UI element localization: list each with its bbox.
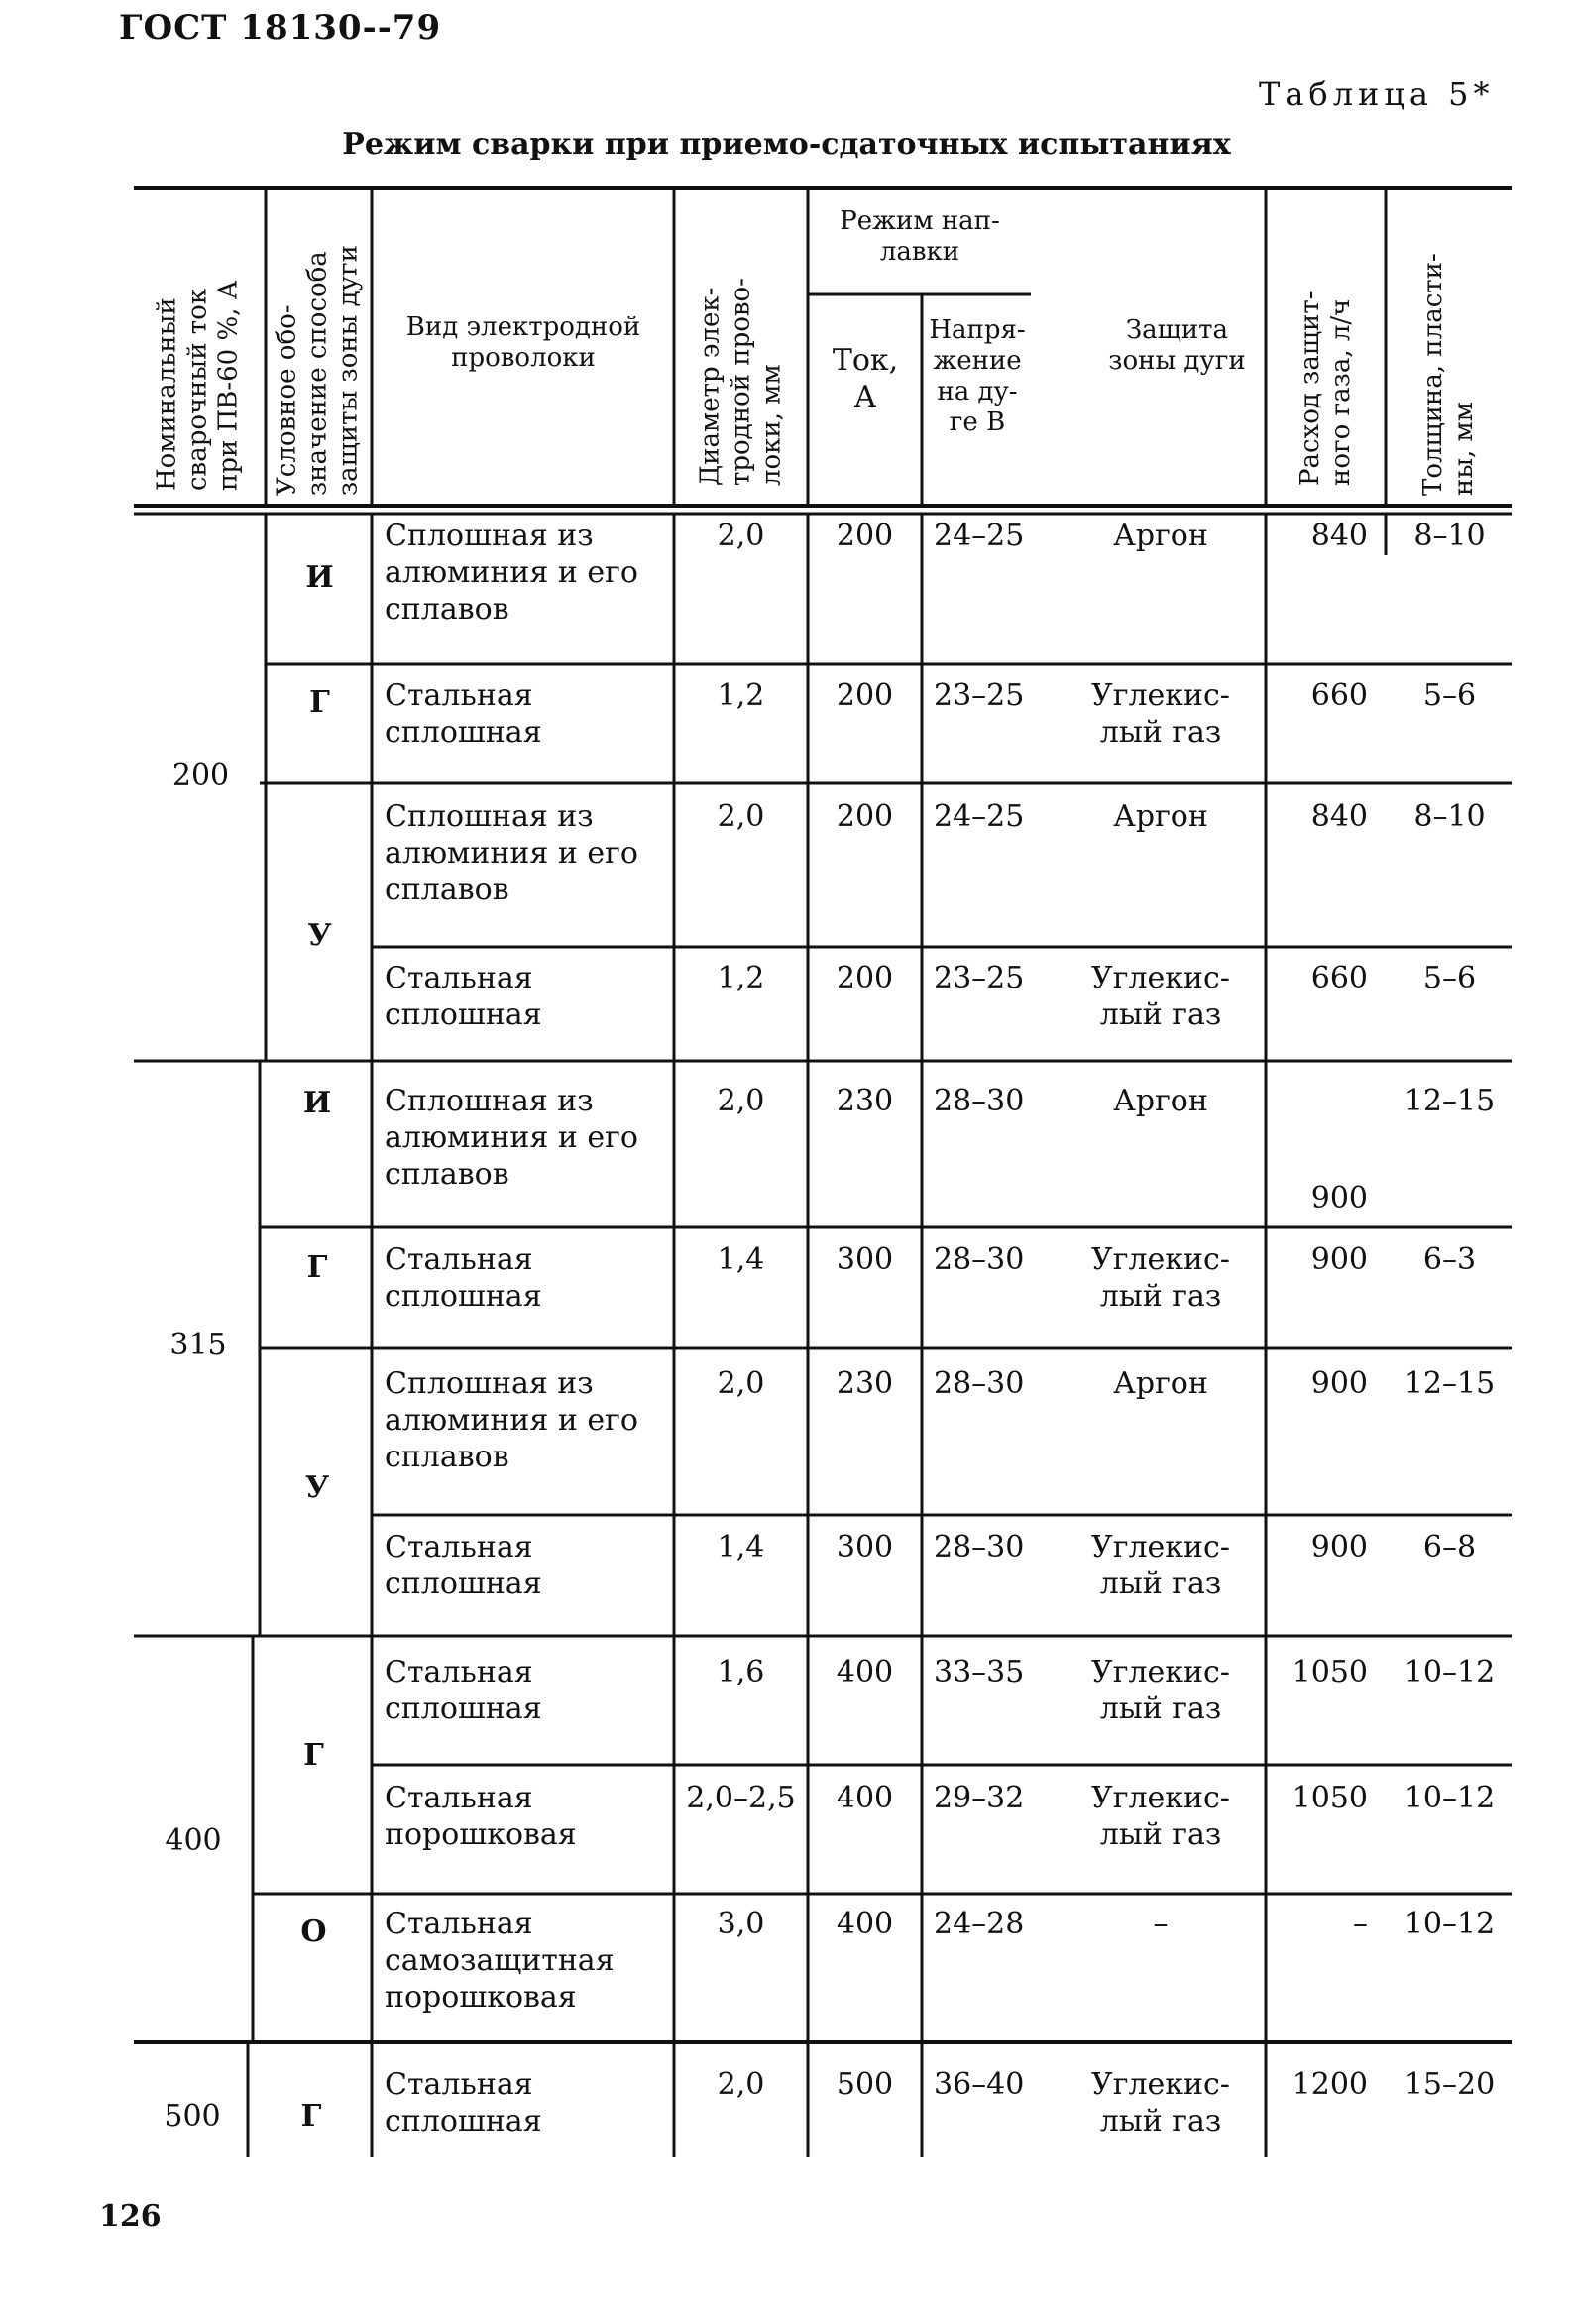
- wire-diameter-cell: 2,0: [717, 2067, 765, 2102]
- plate-thickness-cell: 12–15: [1404, 1084, 1496, 1118]
- current-cell: 300: [836, 1530, 894, 1565]
- voltage-cell: 24–25: [934, 799, 1025, 834]
- wire-type-cell: Сплошная из алюминия и его сплавов: [385, 519, 638, 627]
- current-cell: 400: [836, 1781, 894, 1815]
- gas-flow-cell: 900: [1310, 1366, 1368, 1401]
- gas-flow-cell: 900: [1310, 1242, 1368, 1277]
- plate-thickness-cell: 10–12: [1404, 1907, 1496, 1941]
- protection-code: У: [307, 918, 332, 953]
- plate-thickness-cell: 6–3: [1422, 1242, 1477, 1277]
- col-header-wire-type: Вид электродной проволоки: [405, 312, 641, 373]
- protection-code: Г: [300, 2099, 322, 2134]
- protection-cell: Углекис- лый газ: [1091, 678, 1230, 750]
- wire-type-cell: Стальная сплошная: [385, 1530, 542, 1601]
- voltage-cell: 36–40: [934, 2067, 1025, 2102]
- wire-diameter-cell: 1,4: [717, 1530, 765, 1565]
- plate-thickness-cell: 8–10: [1413, 799, 1486, 834]
- wire-diameter-cell: 1,2: [717, 678, 765, 713]
- table-title: Режим сварки при приемо-сдаточных испытаниях: [342, 127, 1231, 162]
- document-header: ГОСТ 18130--79: [119, 8, 442, 48]
- nominal-current-value: 315: [169, 1328, 227, 1362]
- current-cell: 400: [836, 1907, 894, 1941]
- gas-flow-cell: 660: [1310, 961, 1368, 995]
- current-cell: 230: [836, 1084, 894, 1118]
- voltage-cell: 33–35: [934, 1655, 1025, 1689]
- wire-type-cell: Сплошная из алюминия и его сплавов: [385, 1084, 638, 1192]
- protection-code: И: [305, 560, 334, 595]
- gas-flow-cell: 900: [1310, 1530, 1368, 1565]
- gas-flow-cell: 1200: [1292, 2067, 1368, 2102]
- wire-type-cell: Стальная сплошная: [385, 1655, 542, 1726]
- table-number: Таблица 5*: [1259, 75, 1495, 113]
- col-header-protection: Защита зоны дуги: [1108, 315, 1246, 376]
- voltage-cell: 29–32: [934, 1781, 1025, 1815]
- protection-code: О: [300, 1915, 327, 1949]
- protection-cell: Аргон: [1113, 1366, 1208, 1401]
- gas-flow-cell: –: [1353, 1907, 1368, 1941]
- plate-thickness-cell: 5–6: [1422, 961, 1477, 995]
- wire-type-cell: Стальная сплошная: [385, 1242, 542, 1314]
- wire-diameter-cell: 3,0: [717, 1907, 765, 1941]
- protection-cell: Углекис- лый газ: [1091, 1242, 1230, 1314]
- page-number: 126: [99, 2199, 162, 2234]
- wire-diameter-cell: 2,0: [717, 1084, 765, 1118]
- current-cell: 200: [836, 799, 894, 834]
- protection-cell: Аргон: [1113, 1084, 1208, 1118]
- voltage-cell: 24–25: [934, 519, 1025, 553]
- wire-type-cell: Стальная самозащитная порошковая: [385, 1907, 615, 2015]
- voltage-cell: 28–30: [934, 1530, 1025, 1565]
- current-cell: 500: [836, 2067, 894, 2102]
- current-cell: 300: [836, 1242, 894, 1277]
- protection-code: Г: [303, 1738, 324, 1773]
- col-header-mode-group: Режим нап- лавки: [840, 206, 1000, 267]
- plate-thickness-cell: 15–20: [1404, 2067, 1496, 2102]
- col-header-voltage: Напря- жение на ду- ге В: [929, 315, 1026, 437]
- protection-cell: –: [1153, 1907, 1169, 1941]
- gas-flow-cell: 840: [1310, 799, 1368, 834]
- nominal-current-value: 500: [164, 2099, 221, 2134]
- voltage-cell: 28–30: [934, 1366, 1025, 1401]
- protection-code: Г: [306, 1250, 328, 1285]
- protection-code: У: [304, 1470, 330, 1505]
- nominal-current-value: 200: [171, 758, 230, 793]
- wire-diameter-cell: 1,4: [717, 1242, 765, 1277]
- gas-flow-cell: 900: [1310, 1181, 1368, 1216]
- protection-cell: Аргон: [1113, 519, 1208, 553]
- col-header-wire-diameter: Диаметр элек- тродной прово- локи, мм: [695, 278, 787, 486]
- wire-diameter-cell: 2,0: [717, 799, 765, 834]
- current-cell: 400: [836, 1655, 894, 1689]
- current-cell: 200: [836, 961, 894, 995]
- wire-type-cell: Стальная порошковая: [385, 1781, 577, 1852]
- gas-flow-cell: 1050: [1292, 1655, 1368, 1689]
- protection-code: И: [302, 1086, 332, 1120]
- wire-type-cell: Стальная сплошная: [385, 961, 542, 1032]
- wire-diameter-cell: 2,0: [717, 519, 765, 553]
- protection-code: Г: [309, 685, 330, 720]
- nominal-current-value: 400: [165, 1823, 222, 1858]
- wire-diameter-cell: 2,0–2,5: [686, 1781, 796, 1815]
- gas-flow-cell: 840: [1310, 519, 1368, 553]
- voltage-cell: 24–28: [934, 1907, 1025, 1941]
- col-header-current: Ток, А: [832, 343, 899, 414]
- protection-cell: Углекис- лый газ: [1091, 2067, 1230, 2139]
- col-header-protection-code: Условное обо- значение способа защиты зоны дуги: [272, 245, 364, 496]
- voltage-cell: 23–25: [934, 961, 1025, 995]
- protection-cell: Углекис- лый газ: [1091, 1781, 1230, 1852]
- wire-type-cell: Стальная сплошная: [385, 2067, 542, 2139]
- protection-cell: Углекис- лый газ: [1091, 1530, 1230, 1601]
- voltage-cell: 28–30: [934, 1242, 1025, 1277]
- plate-thickness-cell: 5–6: [1422, 678, 1477, 713]
- wire-type-cell: Сплошная из алюминия и его сплавов: [385, 799, 638, 907]
- wire-type-cell: Сплошная из алюминия и его сплавов: [385, 1366, 638, 1474]
- col-header-nominal-current: Номинальный сварочный ток при ПВ-60 %, А: [152, 280, 244, 491]
- current-cell: 200: [836, 678, 894, 713]
- wire-diameter-cell: 1,2: [717, 961, 765, 995]
- col-header-plate-thickness: Толщина, пласти- ны, мм: [1418, 253, 1479, 496]
- plate-thickness-cell: 6–8: [1422, 1530, 1477, 1565]
- current-cell: 200: [836, 519, 894, 553]
- current-cell: 230: [836, 1366, 894, 1401]
- gas-flow-cell: 660: [1310, 678, 1368, 713]
- voltage-cell: 28–30: [934, 1084, 1025, 1118]
- gas-flow-cell: 1050: [1292, 1781, 1368, 1815]
- wire-diameter-cell: 2,0: [717, 1366, 765, 1401]
- plate-thickness-cell: 8–10: [1413, 519, 1486, 553]
- protection-cell: Углекис- лый газ: [1091, 961, 1230, 1032]
- plate-thickness-cell: 12–15: [1404, 1366, 1496, 1401]
- protection-cell: Углекис- лый газ: [1091, 1655, 1230, 1726]
- plate-thickness-cell: 10–12: [1404, 1781, 1496, 1815]
- wire-type-cell: Стальная сплошная: [385, 678, 542, 750]
- col-header-gas-flow: Расход защит- ного газа, л/ч: [1295, 290, 1356, 486]
- protection-cell: Аргон: [1113, 799, 1208, 834]
- plate-thickness-cell: 10–12: [1404, 1655, 1496, 1689]
- wire-diameter-cell: 1,6: [717, 1655, 765, 1689]
- voltage-cell: 23–25: [934, 678, 1025, 713]
